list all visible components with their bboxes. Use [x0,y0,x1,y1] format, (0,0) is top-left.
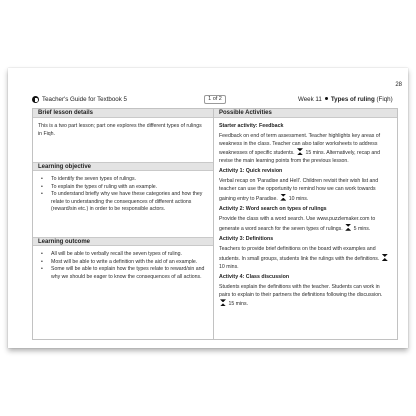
starter-text-part: 15 mins. Alternatively, recap and revise the main learning points from the previous lesson. [219,150,381,164]
activity-1-text-part: 10 mins. [288,195,309,202]
bullet-icon [325,97,328,100]
page-number: 28 [395,82,402,88]
activity-2-text-part: Provide the class with a word search. Use www.puzzlemaker.com to generate a word search for the seven types of rulings. [219,216,376,232]
activity-4-text-part: 15 mins. [228,301,249,308]
activity-4-title: Activity 4: Class discussion [219,274,290,281]
lesson-details-column [33,109,213,281]
activity-3-text [219,246,391,271]
activity-4-text-part: Students explain the definitions with the teacher. Students can work in pairs to explain to their partners the definitions following the discussion. [219,284,383,298]
week-label: Week 11 [298,96,322,103]
list-item: • Some will be able to explain how the types relate to reward/sin and why we should be eager to know the consequences of all actions. [41,266,209,281]
hourglass-icon [345,224,351,231]
activity-2-text-part: 5 mins. [353,225,371,232]
list-item: • Most will be able to write a definition with the aid of an example. [41,259,209,267]
possible-activities-column [214,109,397,309]
possible-activities-heading: Possible Activities [214,109,397,118]
activity-3-title: Activity 3: Definitions [219,236,274,243]
book-title: Teacher's Guide for Textbook 5 [42,96,127,103]
learning-objective-heading: Learning objective [33,162,213,171]
learning-outcome-list [33,246,213,281]
hourglass-icon [297,148,303,155]
starter-activity-title: Starter activity: Feedback [219,123,284,129]
activity-4-text [219,284,391,309]
learning-outcome-heading: Learning outcome [33,237,213,246]
brief-details-text: This is a two part lesson; part one explores the different types of rulings in Fiqh. [38,123,202,137]
hourglass-icon [382,254,388,261]
activity-1-text [219,178,391,203]
lesson-table [32,108,398,340]
list-item: • To explain the types of ruling with an example. [41,184,209,192]
activity-2-text [219,216,391,233]
activity-3-text-part: Teachers to provide brief definitions on the board with examples and students. In small groups, students link the rulings with the definitions. [219,246,380,262]
activity-1-title: Activity 1: Quick revision [219,168,283,175]
hourglass-icon [280,194,286,201]
lesson-header [298,96,393,103]
starter-text-part: Feedback on end of term assessment. Teacher highlights key areas of weakness in the class. Teacher can also tailor worksheets to address weaknesses of specific students. [219,133,381,157]
hourglass-icon [220,299,226,306]
learning-objective-list [33,171,213,237]
document-page [8,68,408,348]
starter-activity-text [219,133,391,165]
activity-1-text-part: Verbal recap on 'Paradise and Hell'. Children revisit their wish list and teacher can use the opportunity to remind how we can work towards gaining entry to Paradise. [219,178,379,202]
topic-title: Types of ruling [330,96,375,103]
list-item: • To identify the seven types of rulings. [41,176,209,184]
publisher-logo-icon [32,96,39,103]
book-header [32,96,127,103]
list-item: • To understand briefly why we have these categories and how they relate to understanding the consequences of different actions (reward/sin etc.) in order to be responsible actors. [41,191,209,214]
brief-details-heading: Brief lesson details [33,109,213,118]
topic-subtitle: (Fiqh) [376,96,393,103]
page-indicator[interactable]: 1 of 2 [204,95,226,104]
list-item: • All will be able to verbally recall the seven types of ruling. [41,251,209,259]
activity-3-text-part: 10 mins. [219,263,239,270]
activity-2-title: Activity 2: Word search on types of rulings [219,206,327,213]
